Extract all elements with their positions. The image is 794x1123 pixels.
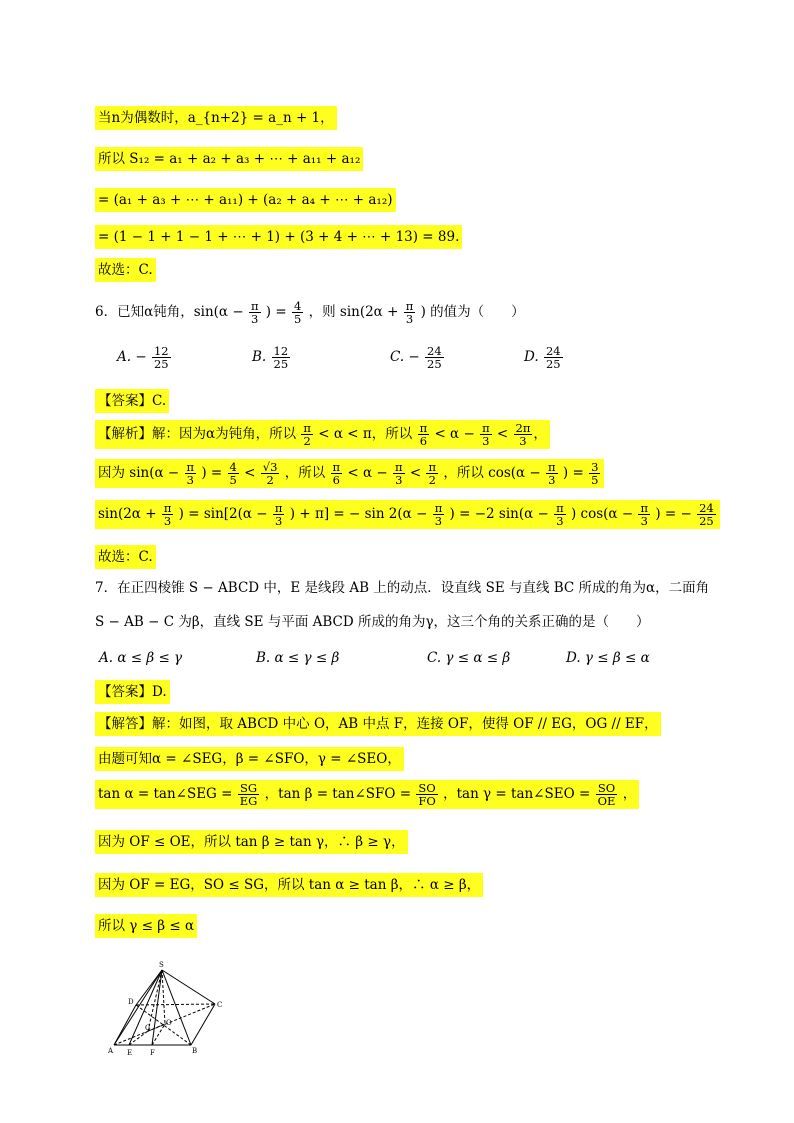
question-7-stem-line-1: 7．在正四棱锥 S − ABCD 中，E 是线段 AB 上的动点．设直线 SE 与直线 BC 所成的角为α，二面角 [95,580,710,596]
label-d: D [128,998,134,1006]
q6-analysis-line-2: 因为 sin(α − $\frac{\pi}{3}$ ) = $\frac{4}{5}$ < $\frac{√3}{2}$ ，所以 $\frac{\pi}{6}$ < α − $\frac{\pi}{3}$ < $\frac{\pi}{2}$ ，所以 cos(α − $\frac{\pi}{3}$ ) = $\frac{3}{5}$ [95,459,604,488]
label-e: E [127,1049,133,1057]
q6-option-a: A. − $\frac{12}{25}$ [117,344,169,371]
label-f: F [150,1049,155,1057]
q6-option-b: B. $\frac{12}{25}$ [252,344,289,371]
q7-option-b: B. α ≤ γ ≤ β [256,650,340,666]
label-g: G [145,1024,151,1032]
q7-solution-line-4: 因为 OF ≤ OE，所以 tan β ≥ tan γ，∴ β ≥ γ， [95,830,408,854]
pyramid-figure [100,958,240,1058]
q7-option-c: C. γ ≤ α ≤ β [427,650,511,666]
q6-option-d: D. $\frac{24}{25}$ [524,344,561,371]
question-7-stem-line-2: S − AB − C 为β，直线 SE 与平面 ABCD 所成的角为γ，这三个角的关系正确的是（ ） [95,614,650,630]
fraction: $\frac{\pi}{3}$ [250,299,259,326]
q6-analysis-line-3: sin(2α + $\frac{\pi}{3}$ ) = sin[2(α − $\frac{\pi}{3}$ ) + π] = − sin 2(α − $\frac{\pi}{3}$ ) = −2 sin(α − $\frac{\pi}{3}$ ) cos(α − $\frac{\pi}{3}$ ) = − $\frac{24}{25}$ [95,500,720,529]
q7-solution-line-6: 所以 γ ≤ β ≤ α [95,914,197,938]
q6-answer: 【答案】C. [95,389,169,413]
q6-analysis-line-1: 【解析】解：因为α为钝角，所以 $\frac{\pi}{2}$ < α < π，所以 $\frac{\pi}{6}$ < α − $\frac{\pi}{3}$ < $\frac{2\pi}{3}$ ， [95,420,550,449]
label-b: B [192,1047,198,1055]
q7-solution-line-1: 【解答】解：如图，取 ABCD 中心 O，AB 中点 F，连接 OF，使得 OF // EG，OG // EF， [95,712,661,736]
q7-option-d: D. γ ≤ β ≤ α [566,650,650,666]
label-s: S [159,961,164,969]
derivation-line-4: = (1 − 1 + 1 − 1 + ⋯ + 1) + (3 + 4 + ⋯ + 13) = 89. [95,225,462,249]
derivation-line-3: = (a₁ + a₃ + ⋯ + a₁₁) + (a₂ + a₄ + ⋯ + a₁₂) [95,188,396,212]
label-a: A [108,1047,114,1055]
q6-choice: 故选：C. [95,545,156,569]
q7-solution-line-2: 由题可知α = ∠SEG，β = ∠SFO，γ = ∠SEO， [95,747,404,771]
question-6-stem: 6．已知α钝角，sin(α − $\frac{\pi}{3}$ ) = $\frac{4}{5}$ ，则 sin(2α + $\frac{\pi}{3}$ ) 的值为（ ） [95,299,525,326]
choice-line-5: 故选：C. [95,258,156,282]
q7-solution-line-5: 因为 OF = EG，SO ≤ SG，所以 tan α ≥ tan β，∴ α ≥ β， [95,873,483,897]
q6-option-c: C. − $\frac{24}{25}$ [390,344,442,371]
q7-answer: 【答案】D. [95,680,170,704]
q7-option-a: A. α ≤ β ≤ γ [99,650,183,666]
label-c: C [217,1001,223,1009]
derivation-line-2: 所以 S₁₂ = a₁ + a₂ + a₃ + ⋯ + a₁₁ + a₁₂ [95,147,363,171]
fraction: $\frac{4}{5}$ [293,299,302,326]
derivation-line-1: 当n为偶数时，a_{n+2} = a_n + 1， [95,106,337,130]
fraction: $\frac{\pi}{3}$ [405,299,414,326]
q7-solution-line-3: tan α = tan∠SEG = $\frac{SG}{EG}$ ，tan β = tan∠SFO = $\frac{SO}{FO}$ ，tan γ = tan∠SEO = $\frac{SO}{OE}$ ， [95,780,639,809]
label-o: O [166,1019,172,1027]
